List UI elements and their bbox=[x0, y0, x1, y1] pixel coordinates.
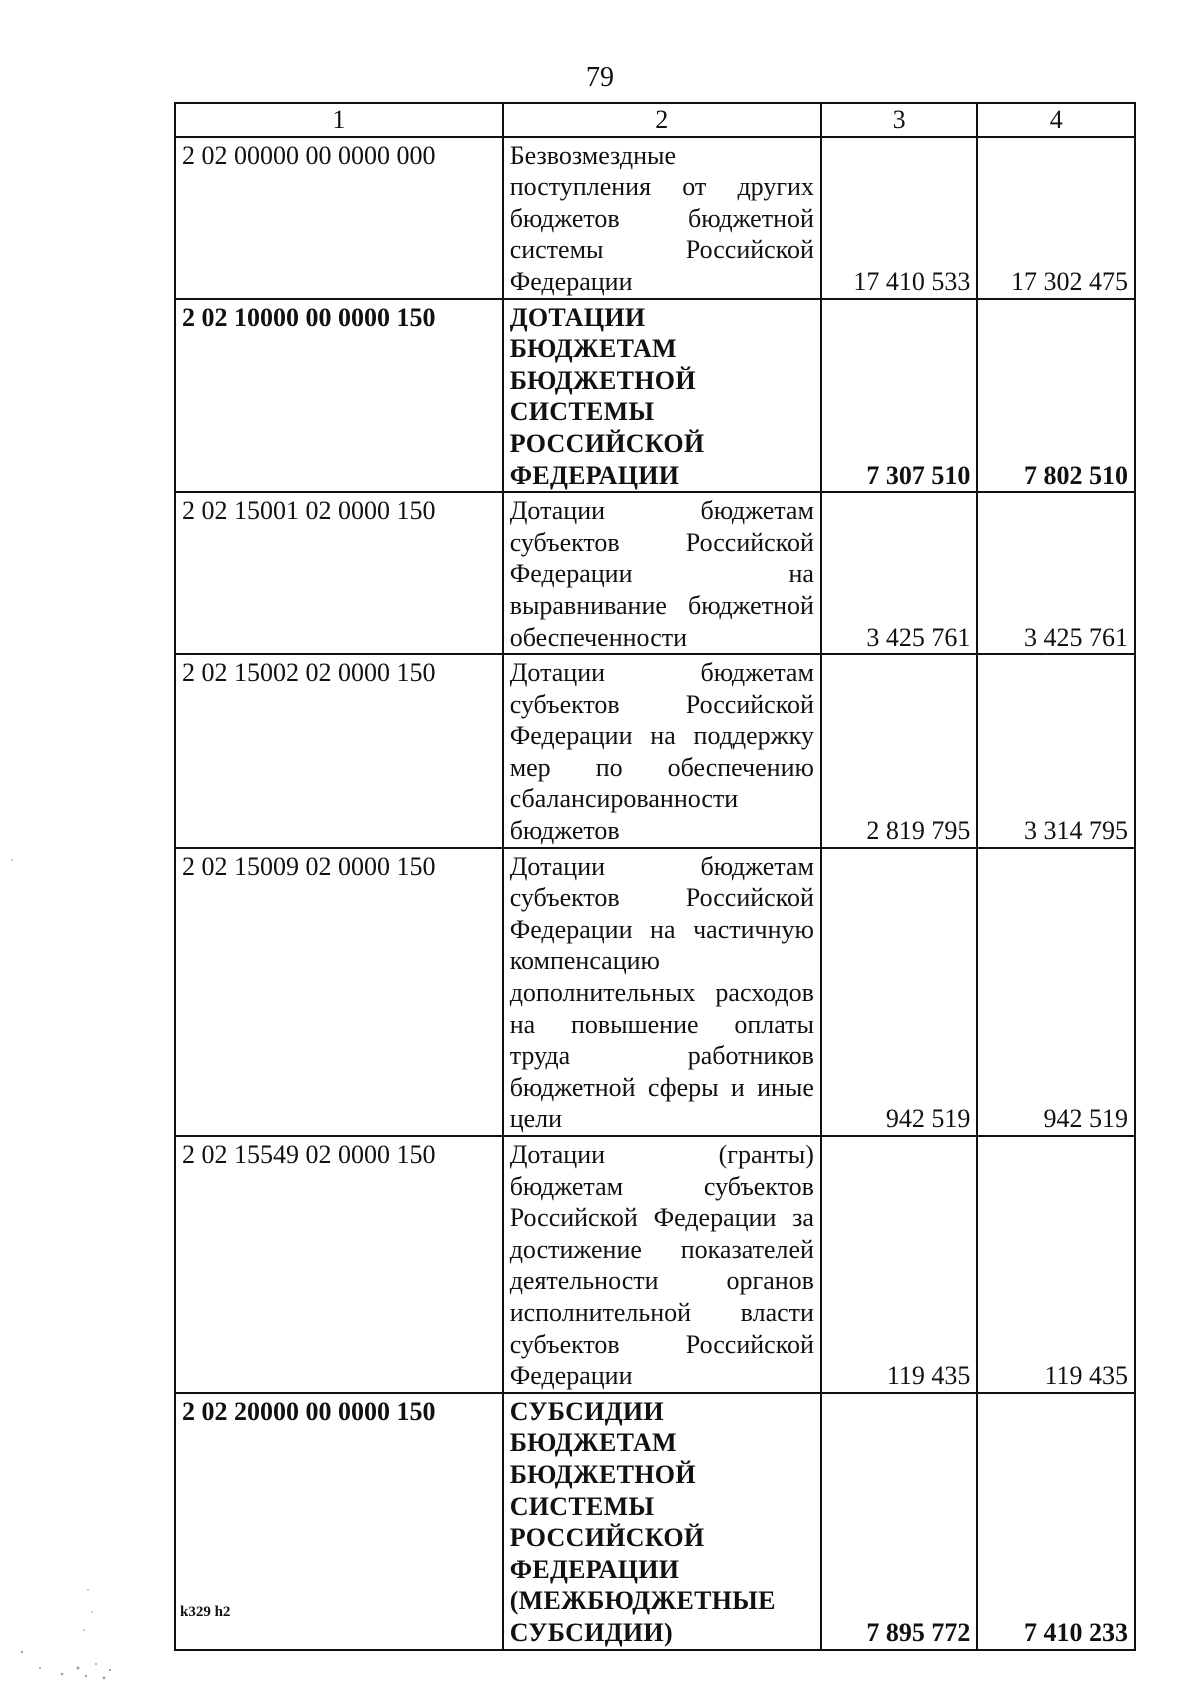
row-code: 2 02 15009 02 0000 150 bbox=[175, 848, 503, 1136]
row-name: Дотации бюджетам субъектов Российской Федерации на выравнивание бюджетной обеспеченности bbox=[503, 492, 821, 654]
row-code: 2 02 10000 00 0000 150 bbox=[175, 299, 503, 493]
table-row bbox=[175, 1136, 1135, 1393]
row-code: 2 02 00000 00 0000 000 bbox=[175, 137, 503, 299]
row-name: Дотации бюджетам субъектов Российской Федерации на поддержку мер по обеспечению сбалансированности бюджетов bbox=[503, 654, 821, 848]
table-row bbox=[175, 299, 1135, 493]
row-name: ДОТАЦИИ БЮДЖЕТАМ БЮДЖЕТНОЙ СИСТЕМЫ РОССИЙСКОЙ ФЕДЕРАЦИИ bbox=[503, 299, 821, 493]
row-value-3: 7 895 772 bbox=[821, 1393, 977, 1650]
row-value-3: 7 307 510 bbox=[821, 299, 977, 493]
row-name: СУБСИДИИ БЮДЖЕТАМ БЮДЖЕТНОЙ СИСТЕМЫ РОССИЙСКОЙ ФЕДЕРАЦИИ (МЕЖБЮДЖЕТНЫЕ СУБСИДИИ) bbox=[503, 1393, 821, 1650]
column-header-3: 3 bbox=[821, 103, 977, 137]
row-code: 2 02 15002 02 0000 150 bbox=[175, 654, 503, 848]
row-value-4: 119 435 bbox=[977, 1136, 1135, 1393]
row-value-3: 942 519 bbox=[821, 848, 977, 1136]
row-name: Дотации бюджетам субъектов Российской Федерации на частичную компенсацию дополнительных расходов на повышение оплаты труда работников бюджетной сферы и иные цели bbox=[503, 848, 821, 1136]
column-header-4: 4 bbox=[977, 103, 1135, 137]
row-value-3: 3 425 761 bbox=[821, 492, 977, 654]
row-name: Дотации (гранты) бюджетам субъектов Российской Федерации за достижение показателей деятельности органов исполнительной власти субъектов Российской Федерации bbox=[503, 1136, 821, 1393]
row-value-4: 3 425 761 bbox=[977, 492, 1135, 654]
table-row bbox=[175, 492, 1135, 654]
row-name: Безвозмездные поступления от других бюджетов бюджетной системы Российской Федерации bbox=[503, 137, 821, 299]
column-header-2: 2 bbox=[503, 103, 821, 137]
page-number: 79 bbox=[586, 62, 614, 93]
row-value-4: 17 302 475 bbox=[977, 137, 1135, 299]
table-header-row bbox=[175, 103, 1135, 137]
table-row bbox=[175, 1393, 1135, 1650]
row-value-4: 7 802 510 bbox=[977, 299, 1135, 493]
row-code: 2 02 15549 02 0000 150 bbox=[175, 1136, 503, 1393]
table-row bbox=[175, 654, 1135, 848]
table-row bbox=[175, 848, 1135, 1136]
row-code: 2 02 20000 00 0000 150 bbox=[175, 1393, 503, 1650]
row-value-4: 7 410 233 bbox=[977, 1393, 1135, 1650]
budget-revenue-table bbox=[174, 102, 1136, 1651]
row-value-4: 942 519 bbox=[977, 848, 1135, 1136]
column-header-1: 1 bbox=[175, 103, 503, 137]
row-value-3: 17 410 533 bbox=[821, 137, 977, 299]
row-value-3: 2 819 795 bbox=[821, 654, 977, 848]
row-value-4: 3 314 795 bbox=[977, 654, 1135, 848]
footer-document-code: k329 h2 bbox=[180, 1604, 231, 1620]
row-value-3: 119 435 bbox=[821, 1136, 977, 1393]
table-row bbox=[175, 137, 1135, 299]
row-code: 2 02 15001 02 0000 150 bbox=[175, 492, 503, 654]
